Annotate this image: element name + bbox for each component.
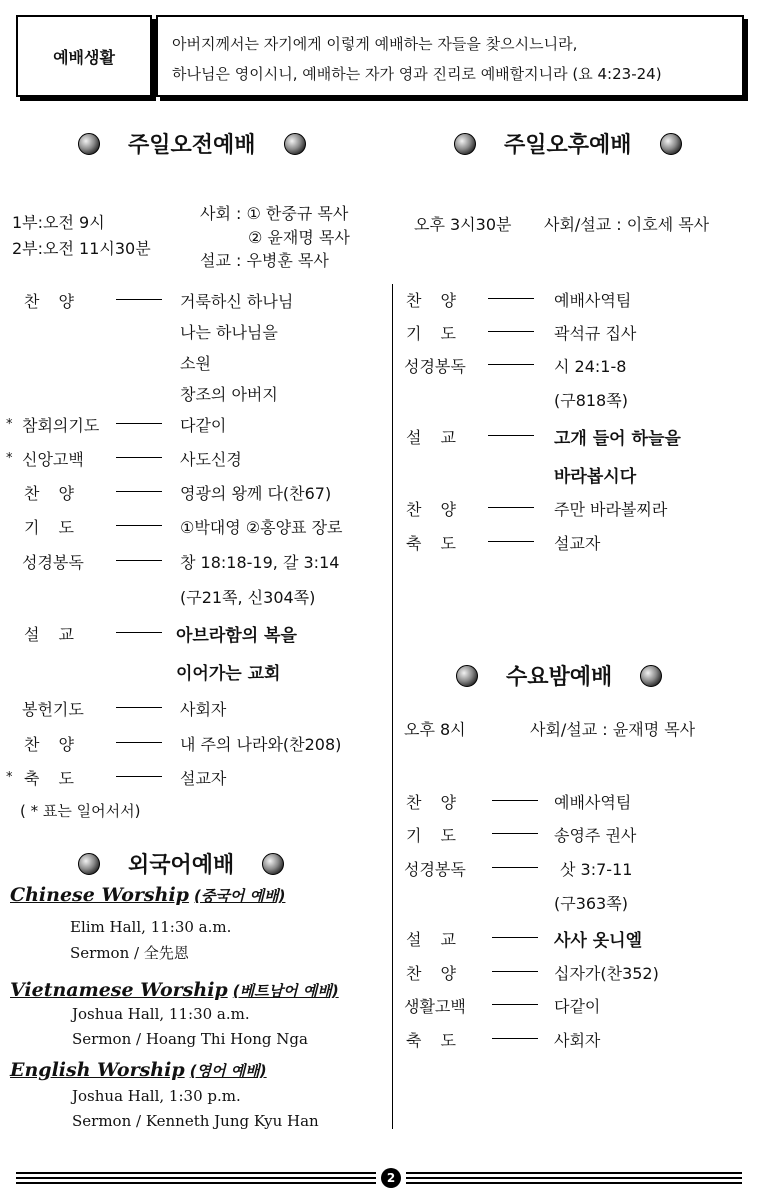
pm-host: 사회/설교 : 이호세 목사 (544, 215, 710, 234)
wed-label: 기 도 (406, 826, 456, 845)
wed-value: 삿 3:7-11 (560, 860, 633, 879)
am-value: ①박대영 ②홍양표 장로 (180, 518, 343, 537)
column-divider (392, 284, 393, 1129)
leader-line (116, 423, 162, 424)
english-worship-kr: (영어 예배) (189, 1062, 267, 1080)
am-value: 다같이 (180, 416, 227, 435)
footer-rule-right (406, 1177, 742, 1179)
pm-label: 찬 양 (406, 291, 456, 310)
vietnamese-worship-heading (10, 979, 339, 1001)
standing-note: ( * 표는 일어서서) (20, 802, 141, 820)
leader-line (492, 1038, 538, 1039)
am-value: 사회자 (180, 700, 227, 719)
pm-time: 오후 3시30분 (414, 215, 512, 234)
footer-rule-left (16, 1177, 376, 1179)
leader-line (116, 560, 162, 561)
wed-value: 십자가(찬352) (554, 964, 659, 983)
chinese-worship-kr: (중국어 예배) (194, 887, 286, 905)
chinese-worship-title: Chinese Worship (10, 884, 189, 906)
am-value: 거룩하신 하나님 (180, 292, 294, 311)
vietnamese-worship-title: Vietnamese Worship (10, 979, 228, 1001)
bullet-icon (78, 853, 100, 875)
leader-line (492, 867, 538, 868)
footer-rule-right (406, 1172, 742, 1174)
am-time-2: 2부:오전 11시30분 (12, 239, 151, 258)
pm-label: 설 교 (406, 428, 456, 447)
am-host-1: 사회 : ① 한중규 목사 (200, 204, 349, 223)
bullet-icon (78, 133, 100, 155)
leader-line (116, 457, 162, 458)
foreign-title: 외국어예배 (128, 853, 235, 878)
footer-rule-left (16, 1172, 376, 1174)
leader-line (116, 707, 162, 708)
am-label: 성경봉독 (22, 553, 84, 572)
english-worship-sermon: Sermon / Kenneth Jung Kyu Han (72, 1112, 319, 1130)
am-label: 신앙고백 (22, 450, 84, 469)
am-label: 축 도 (24, 769, 74, 788)
wed-title: 수요밤예배 (506, 665, 613, 690)
pm-label: 축 도 (406, 534, 456, 553)
leader-line (492, 800, 538, 801)
wed-value: (구363쪽) (554, 894, 628, 913)
leader-line (492, 937, 538, 938)
am-label: 설 교 (24, 625, 74, 644)
am-value: 설교자 (180, 769, 227, 788)
am-value: 영광의 왕께 다(찬67) (180, 484, 332, 503)
wed-label: 설 교 (406, 930, 456, 949)
pm-value: 시 24:1-8 (554, 357, 627, 376)
pm-label: 기 도 (406, 324, 456, 343)
pm-title: 주일오후예배 (504, 133, 632, 158)
am-section-heading (78, 128, 306, 159)
pm-section-heading (454, 128, 682, 159)
am-value: 사도신경 (180, 450, 242, 469)
am-value: (구21쪽, 신304쪽) (180, 588, 316, 607)
am-value: 내 주의 나라와(찬208) (180, 735, 342, 754)
bullet-icon (456, 665, 478, 687)
bullet-icon (454, 133, 476, 155)
wed-label: 축 도 (406, 1031, 456, 1050)
am-label: 참회의기도 (22, 416, 100, 435)
vietnamese-worship-place: Joshua Hall, 11:30 a.m. (72, 1005, 250, 1023)
am-label: 기 도 (24, 518, 74, 537)
am-value: 창 18:18-19, 갈 3:14 (180, 553, 340, 572)
pm-sermon-title: 고개 들어 하늘을 (554, 429, 681, 449)
leader-line (492, 971, 538, 972)
vietnamese-worship-kr: (베트남어 예배) (232, 982, 339, 1000)
wed-host: 사회/설교 : 윤재명 목사 (530, 720, 696, 739)
leader-line (116, 742, 162, 743)
pm-value: (구818쪽) (554, 391, 628, 410)
header-label-box (16, 15, 152, 97)
header-verse-box (156, 15, 744, 97)
am-sermon-title: 아브라함의 복을 (176, 626, 297, 646)
leader-line (488, 298, 534, 299)
pm-label: 성경봉독 (404, 357, 466, 376)
verse-line-1: 아버지께서는 자기에게 이렇게 예배하는 자들을 찾으시느니라, (172, 35, 578, 53)
chinese-worship-sermon: Sermon / 全先恩 (70, 944, 189, 962)
leader-line (116, 632, 162, 633)
chinese-worship-place: Elim Hall, 11:30 a.m. (70, 918, 232, 936)
leader-line (492, 833, 538, 834)
footer-rule-right (406, 1182, 742, 1184)
leader-line (116, 491, 162, 492)
page-number: 2 (381, 1168, 401, 1188)
leader-line (488, 541, 534, 542)
leader-line (492, 1004, 538, 1005)
bullet-icon (640, 665, 662, 687)
pm-value: 주만 바라볼찌라 (554, 500, 668, 519)
standing-mark: * (6, 451, 13, 466)
bullet-icon (262, 853, 284, 875)
english-worship-place: Joshua Hall, 1:30 p.m. (72, 1087, 241, 1105)
pm-value: 곽석규 집사 (554, 324, 637, 343)
wed-value: 예배사역팀 (554, 793, 632, 812)
wed-value: 송영주 권사 (554, 826, 637, 845)
vietnamese-worship-sermon: Sermon / Hoang Thi Hong Nga (72, 1030, 308, 1048)
wed-section-heading (456, 660, 662, 691)
standing-mark: * (6, 417, 13, 432)
english-worship-heading (10, 1059, 267, 1081)
am-time-1: 1부:오전 9시 (12, 213, 105, 232)
leader-line (488, 331, 534, 332)
wed-value: 사회자 (554, 1031, 601, 1050)
leader-line (488, 435, 534, 436)
wed-label: 성경봉독 (404, 860, 466, 879)
am-host-2: ② 윤재명 목사 (248, 228, 350, 247)
pm-value: 예배사역팀 (554, 291, 632, 310)
wed-sermon-title: 사사 옷니엘 (554, 931, 643, 951)
leader-line (488, 507, 534, 508)
pm-sermon-title: 바라봅시다 (554, 467, 637, 487)
verse-line-2: 하나님은 영이시니, 예배하는 자가 영과 진리로 예배할지니라 (요 4:23-24) (172, 65, 662, 83)
bullet-icon (284, 133, 306, 155)
am-label: 찬 양 (24, 292, 74, 311)
am-title: 주일오전예배 (128, 133, 256, 158)
leader-line (116, 776, 162, 777)
am-label: 찬 양 (24, 484, 74, 503)
am-label: 찬 양 (24, 735, 74, 754)
am-value: 나는 하나님을 (180, 323, 278, 342)
am-value: 소원 (180, 354, 211, 373)
leader-line (116, 525, 162, 526)
footer-rule-left (16, 1182, 376, 1184)
header-label: 예배생활 (53, 48, 115, 67)
foreign-section-heading (78, 848, 284, 879)
wed-value: 다같이 (554, 997, 601, 1016)
leader-line (116, 299, 162, 300)
wed-label: 찬 양 (406, 793, 456, 812)
leader-line (488, 364, 534, 365)
english-worship-title: English Worship (10, 1059, 185, 1081)
am-label: 봉헌기도 (22, 700, 84, 719)
wed-time: 오후 8시 (404, 720, 466, 739)
am-sermon-title: 이어가는 교회 (176, 664, 281, 684)
wed-label: 찬 양 (406, 964, 456, 983)
pm-label: 찬 양 (406, 500, 456, 519)
pm-value: 설교자 (554, 534, 601, 553)
bullet-icon (660, 133, 682, 155)
chinese-worship-heading (10, 884, 285, 906)
am-value: 창조의 아버지 (180, 385, 278, 404)
wed-label: 생활고백 (404, 997, 466, 1016)
standing-mark: * (6, 770, 13, 785)
am-preacher: 설교 : 우병훈 목사 (200, 251, 329, 270)
